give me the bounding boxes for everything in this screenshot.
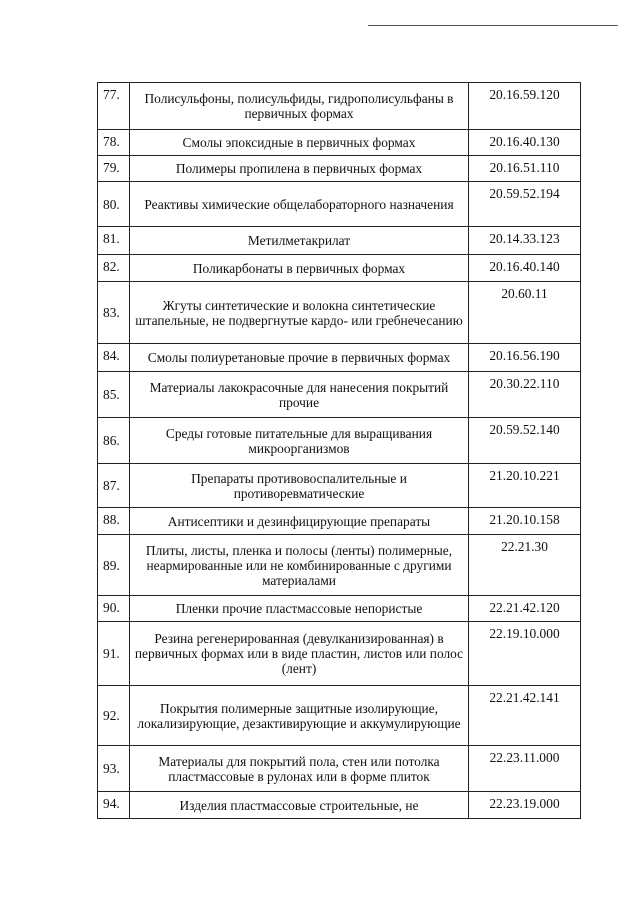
okpd-code: 20.14.33.123: [469, 227, 581, 255]
row-number: 79.: [98, 156, 130, 182]
row-number: 82.: [98, 255, 130, 282]
table-row: [98, 156, 581, 182]
okpd-code: 22.19.10.000: [469, 622, 581, 686]
table-row: [98, 622, 581, 686]
product-code-table: [97, 82, 581, 819]
table-row: [98, 746, 581, 792]
okpd-code: 22.23.11.000: [469, 746, 581, 792]
table-row: [98, 792, 581, 819]
product-name: Реактивы химические общелабораторного назначения: [130, 182, 469, 227]
row-number: 81.: [98, 227, 130, 255]
row-number: 84.: [98, 344, 130, 372]
product-name: Покрытия полимерные защитные изолирующие, локализирующие, дезактивирующие и аккумулирующие: [130, 686, 469, 746]
row-number: 78.: [98, 130, 130, 156]
okpd-code: 20.16.40.140: [469, 255, 581, 282]
okpd-code: 21.20.10.158: [469, 508, 581, 535]
header-rule: [368, 25, 618, 26]
okpd-code: 20.16.59.120: [469, 83, 581, 130]
okpd-code: 20.16.51.110: [469, 156, 581, 182]
product-name: Среды готовые питательные для выращивания микроорганизмов: [130, 418, 469, 464]
okpd-code: 20.59.52.140: [469, 418, 581, 464]
okpd-code: 20.59.52.194: [469, 182, 581, 227]
row-number: 89.: [98, 535, 130, 596]
okpd-code: 20.16.56.190: [469, 344, 581, 372]
table-row: [98, 464, 581, 508]
row-number: 87.: [98, 464, 130, 508]
table-row: [98, 282, 581, 344]
okpd-code: 20.16.40.130: [469, 130, 581, 156]
okpd-code: 21.20.10.221: [469, 464, 581, 508]
row-number: 90.: [98, 596, 130, 622]
row-number: 77.: [98, 83, 130, 130]
product-name: Метилметакрилат: [130, 227, 469, 255]
product-name: Изделия пластмассовые строительные, не: [130, 792, 469, 819]
row-number: 94.: [98, 792, 130, 819]
product-name: Жгуты синтетические и волокна синтетические штапельные, не подвергнутые кардо- или гребнечесанию: [130, 282, 469, 344]
table-row: [98, 227, 581, 255]
table-row: [98, 182, 581, 227]
row-number: 92.: [98, 686, 130, 746]
product-name: Смолы эпоксидные в первичных формах: [130, 130, 469, 156]
okpd-code: 22.21.42.120: [469, 596, 581, 622]
row-number: 85.: [98, 372, 130, 418]
row-number: 93.: [98, 746, 130, 792]
product-name: Резина регенерированная (девулканизированная) в первичных формах или в виде пластин, листов или полос (лент): [130, 622, 469, 686]
table-row: [98, 418, 581, 464]
product-name: Материалы лакокрасочные для нанесения покрытий прочие: [130, 372, 469, 418]
okpd-code: 20.30.22.110: [469, 372, 581, 418]
okpd-code: 20.60.11: [469, 282, 581, 344]
table-row: [98, 535, 581, 596]
table-row: [98, 596, 581, 622]
okpd-code: 22.21.42.141: [469, 686, 581, 746]
product-name: Пленки прочие пластмассовые непористые: [130, 596, 469, 622]
product-name: Антисептики и дезинфицирующие препараты: [130, 508, 469, 535]
product-name: Полисульфоны, полисульфиды, гидрополисульфаны в первичных формах: [130, 83, 469, 130]
product-name: Смолы полиуретановые прочие в первичных формах: [130, 344, 469, 372]
row-number: 86.: [98, 418, 130, 464]
table-row: [98, 83, 581, 130]
okpd-code: 22.23.19.000: [469, 792, 581, 819]
row-number: 88.: [98, 508, 130, 535]
table-row: [98, 344, 581, 372]
okpd-code: 22.21.30: [469, 535, 581, 596]
product-name: Поликарбонаты в первичных формах: [130, 255, 469, 282]
table-row: [98, 372, 581, 418]
table-row: [98, 255, 581, 282]
table-row: [98, 686, 581, 746]
table-row: [98, 508, 581, 535]
table-row: [98, 130, 581, 156]
row-number: 83.: [98, 282, 130, 344]
row-number: 91.: [98, 622, 130, 686]
product-name: Плиты, листы, пленка и полосы (ленты) полимерные, неармированные или не комбинированные с другими материалами: [130, 535, 469, 596]
product-name: Материалы для покрытий пола, стен или потолка пластмассовые в рулонах или в форме плиток: [130, 746, 469, 792]
product-name: Полимеры пропилена в первичных формах: [130, 156, 469, 182]
product-name: Препараты противовоспалительные и противоревматические: [130, 464, 469, 508]
row-number: 80.: [98, 182, 130, 227]
